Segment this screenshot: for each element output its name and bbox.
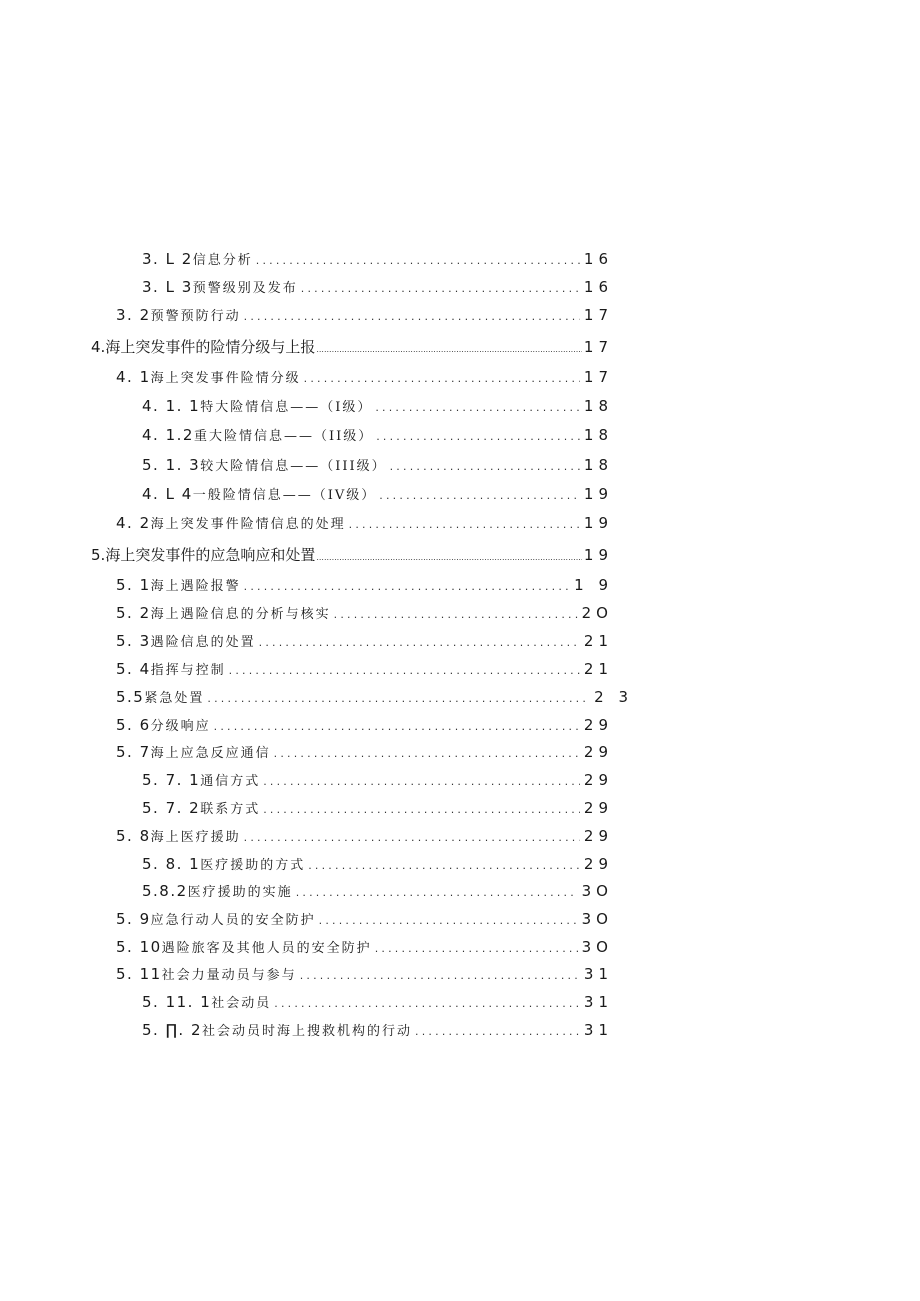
toc-leader [244, 576, 571, 598]
toc-entry-4-1-3 [142, 454, 613, 476]
toc-number: 5.8.2 [142, 882, 188, 900]
toc-leader [334, 604, 578, 626]
toc-number: 5. [91, 546, 106, 564]
toc-number: 5. 8 [116, 827, 151, 845]
toc-entry-5-6 [116, 714, 613, 736]
toc-title: 海上突发事件险情分级 [150, 371, 301, 386]
toc-page-number: 29 [583, 799, 613, 817]
toc-leader [244, 827, 580, 849]
toc-title: 预警预防行动 [150, 309, 241, 324]
toc-leader [415, 1021, 580, 1043]
toc-page-number: 31 [583, 1021, 613, 1039]
toc-entry-5-3 [116, 630, 613, 652]
toc-page-number: 29 [583, 716, 613, 734]
toc-entry-5-7-2 [142, 797, 613, 819]
toc-leader [376, 426, 580, 448]
toc-page-number: 3O [581, 938, 613, 956]
toc-title: 较大险情信息——（III级） [200, 459, 387, 474]
toc-leader [259, 632, 580, 654]
toc-leader [256, 250, 580, 272]
toc-chapter-4 [91, 336, 613, 358]
toc-leader [316, 547, 582, 569]
toc-number: 5. 8. 1 [142, 855, 201, 873]
toc-leader [274, 743, 580, 765]
toc-page-number: 2 3 [594, 688, 633, 706]
toc-number: 4. 2 [116, 514, 151, 532]
toc-page-number: 21 [583, 632, 613, 650]
toc-number: 5. 1 [116, 576, 151, 594]
toc-leader [214, 716, 580, 738]
toc-leader [301, 278, 580, 300]
toc-entry-5-8-1 [142, 853, 613, 875]
toc-number: 5. 6 [116, 716, 151, 734]
toc-title: 通信方式 [200, 774, 261, 789]
toc-title: 社会动员时海上搜救机构的行动 [202, 1024, 413, 1039]
toc-leader [300, 965, 580, 987]
toc-title: 医疗援助的实施 [187, 885, 293, 900]
toc-leader [207, 688, 590, 710]
toc-page-number: 21 [583, 660, 613, 678]
toc-leader [349, 514, 580, 536]
toc-entry-4-1 [116, 366, 613, 388]
toc-leader [274, 993, 580, 1015]
toc-number: 5. 11. 1 [142, 993, 212, 1011]
toc-page-number: 3O [581, 882, 613, 900]
toc-number: 4. 1 [116, 368, 151, 386]
toc-leader [308, 855, 580, 877]
toc-number: 5. 2 [116, 604, 151, 622]
toc-leader [296, 882, 578, 904]
toc-title: 应急行动人员的安全防护 [150, 913, 316, 928]
toc-title: 海上突发事件险情信息的处理 [150, 517, 346, 532]
toc-leader [244, 306, 580, 328]
toc-page-number: 31 [583, 965, 613, 983]
toc-leader [375, 397, 580, 419]
toc-page-number: 29 [583, 827, 613, 845]
toc-entry-5-11-1 [142, 991, 613, 1013]
toc-leader [379, 485, 580, 507]
toc-number: 5. 10 [116, 938, 162, 956]
toc-leader [390, 456, 580, 478]
toc-page-number: 1 9 [574, 576, 613, 594]
toc-title: 特大险情信息——（I级） [200, 400, 373, 415]
toc-number: 5. 4 [116, 660, 151, 678]
toc-title: 遇险旅客及其他人员的安全防护 [161, 941, 372, 956]
toc-number: 5. ∏. 2 [142, 1021, 203, 1039]
toc-entry-5-11 [116, 963, 613, 985]
toc-title: 分级响应 [150, 719, 211, 734]
toc-entry-3-1-3 [142, 276, 613, 298]
toc-page-number: 19 [583, 485, 613, 503]
toc-entry-5-10 [116, 936, 613, 958]
toc-number: 3. L 2 [142, 250, 193, 268]
toc-page-number: 17 [583, 306, 613, 324]
toc-title: 紧急处置 [144, 691, 205, 706]
toc-leader [263, 799, 580, 821]
toc-title: 海上遇险报警 [150, 579, 241, 594]
toc-page-number: 18 [583, 456, 613, 474]
toc-entry-5-4 [116, 658, 613, 680]
toc-page-number: 19 [583, 514, 613, 532]
toc-title: 海上医疗援助 [150, 830, 241, 845]
toc-page-number: 29 [583, 743, 613, 761]
toc-title: 海上遇险信息的分析与核实 [150, 607, 331, 622]
toc-entry-5-1 [116, 574, 613, 596]
toc-title: 遇险信息的处置 [150, 635, 256, 650]
toc-entry-3-1-2 [142, 248, 613, 270]
toc-number: 4. [91, 338, 106, 356]
toc-entry-5-11-2 [142, 1019, 613, 1041]
toc-number: 5. 1. 3 [142, 456, 201, 474]
toc-number: 5. 7 [116, 743, 151, 761]
toc-number: 4. 1. 1 [142, 397, 201, 415]
toc-page-number: 16 [583, 250, 613, 268]
toc-page-number: 3O [581, 910, 613, 928]
toc-entry-4-1-4 [142, 483, 613, 505]
toc-entry-5-5 [116, 686, 633, 708]
toc-number: 3. L 3 [142, 278, 193, 296]
toc-entry-4-1-2 [142, 424, 613, 446]
toc-entry-5-9 [116, 908, 613, 930]
toc-entry-5-2 [116, 602, 613, 624]
toc-title: 重大险情信息——（II级） [193, 429, 374, 444]
toc-entry-4-1-1 [142, 395, 613, 417]
toc-entry-3-2 [116, 304, 613, 326]
toc-title: 联系方式 [200, 802, 261, 817]
toc-page-number: 29 [583, 855, 613, 873]
toc-chapter-5 [91, 544, 613, 566]
toc-title: 指挥与控制 [150, 663, 226, 678]
toc-number: 5.5 [116, 688, 145, 706]
toc-number: 4. L 4 [142, 485, 193, 503]
toc-leader [375, 938, 578, 960]
toc-title: 医疗援助的方式 [200, 858, 306, 873]
toc-title: 海上应急反应通信 [150, 746, 271, 761]
toc-leader [316, 339, 582, 361]
toc-number: 5. 7. 2 [142, 799, 201, 817]
toc-leader [229, 660, 580, 682]
toc-number: 5. 11 [116, 965, 162, 983]
toc-title: 预警级别及发布 [192, 281, 298, 296]
toc-title: 海上突发事件的险情分级与上报 [105, 338, 316, 356]
toc-title: 信息分析 [192, 253, 253, 268]
toc-page-number: 2O [581, 604, 613, 622]
toc-leader [263, 771, 580, 793]
toc-entry-5-8-2 [142, 880, 613, 902]
toc-page-number: 19 [583, 546, 613, 564]
toc-page-number: 16 [583, 278, 613, 296]
toc-number: 5. 9 [116, 910, 151, 928]
toc-page-number: 18 [583, 397, 613, 415]
toc-entry-4-2 [116, 512, 613, 534]
toc-title: 海上突发事件的应急响应和处置 [105, 546, 316, 564]
toc-leader [319, 910, 578, 932]
toc-number: 3. 2 [116, 306, 151, 324]
toc-entry-5-7 [116, 741, 613, 763]
toc-entry-5-8 [116, 825, 613, 847]
toc-page-number: 18 [583, 426, 613, 444]
toc-number: 5. 3 [116, 632, 151, 650]
toc-page-number: 17 [583, 368, 613, 386]
toc-number: 5. 7. 1 [142, 771, 201, 789]
toc-page-number: 17 [583, 338, 613, 356]
toc-number: 4. 1.2 [142, 426, 194, 444]
toc-title: 一般险情信息——（IV级） [192, 488, 377, 503]
toc-page-number: 29 [583, 771, 613, 789]
toc-page-number: 31 [583, 993, 613, 1011]
toc-leader [304, 368, 580, 390]
toc-entry-5-7-1 [142, 769, 613, 791]
toc-title: 社会动员 [211, 996, 272, 1011]
toc-title: 社会力量动员与参与 [161, 968, 297, 983]
